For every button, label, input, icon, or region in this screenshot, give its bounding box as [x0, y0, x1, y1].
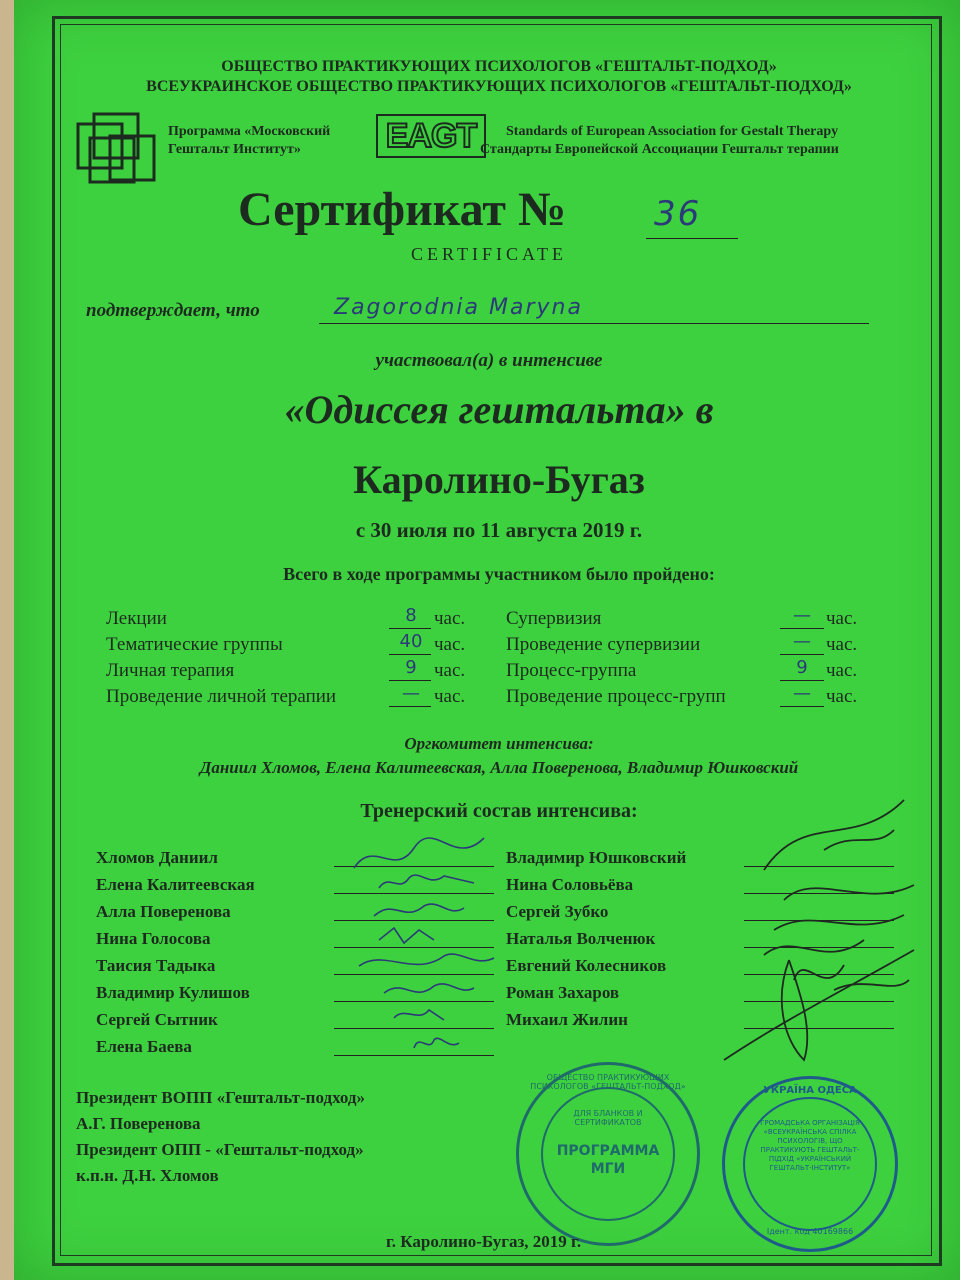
stamp-2-code: Ідент. код 40169866 — [766, 1227, 854, 1236]
trainer-name: Наталья Волченюк — [506, 929, 656, 948]
trainer-name: Елена Калитеевская — [96, 875, 255, 894]
trainer-name: Роман Захаров — [506, 983, 620, 1002]
trainer-name: Нина Голосова — [96, 929, 211, 948]
stamp-1-center-2: МГИ — [590, 1161, 626, 1177]
hours-unit: час. — [434, 634, 466, 655]
hours-label: Личная терапия — [106, 660, 235, 681]
hours-unit: час. — [826, 660, 858, 681]
hours-underline — [780, 680, 824, 681]
total-heading: Всего в ходе программы участником было пройдено: — [283, 564, 715, 584]
certificate-title: Сертификат № — [238, 183, 567, 236]
hours-value: 9 — [405, 657, 417, 678]
certificate-page — [14, 0, 960, 1280]
program-line-2: Гештальт Институт» — [168, 142, 301, 157]
trainer-signatures-right — [704, 790, 934, 1080]
trainer-name: Владимир Кулишов — [96, 983, 250, 1002]
trainer-name: Елена Баева — [96, 1037, 192, 1056]
trainer-signatures-left — [334, 828, 514, 1068]
hours-label: Супервизия — [506, 608, 602, 629]
header-line-1: ОБЩЕСТВО ПРАКТИКУЮЩИХ ПСИХОЛОГОВ «ГЕШТАЛЬТ-ПОДХОД» — [221, 58, 777, 75]
hours-value: — — [793, 605, 811, 626]
standards-en: Standards of European Association for Gestalt Therapy — [506, 124, 839, 139]
hours-label: Проведение личной терапии — [106, 686, 337, 707]
trainer-name: Владимир Юшковский — [506, 848, 687, 867]
trainer-name: Сергей Зубко — [506, 902, 609, 921]
trainer-name: Евгений Колесников — [506, 956, 667, 975]
standards-ru: Стандарты Европейской Ассоциации Гештальт терапии — [480, 142, 839, 157]
trainer-name: Михаил Жилин — [506, 1010, 628, 1029]
hours-underline — [389, 706, 431, 707]
hours-label: Тематические группы — [106, 634, 283, 655]
hours-underline — [780, 706, 824, 707]
hours-underline — [780, 654, 824, 655]
president-2-title: Президент ОПП - «Гештальт-подход» — [76, 1140, 364, 1159]
trainer-name: Таисия Тадыка — [96, 956, 216, 975]
hours-value: — — [402, 683, 420, 704]
stamp-1-outer-text: ОБЩЕСТВО ПРАКТИКУЮЩИХ ПСИХОЛОГОВ «ГЕШТАЛЬТ-ПОДХОД» — [530, 1073, 686, 1091]
committee-heading: Оргкомитет интенсива: — [404, 734, 594, 753]
place-date: г. Каролино-Бугаз, 2019 г. — [386, 1232, 582, 1251]
hours-unit: час. — [826, 634, 858, 655]
event-title-line-2: Каролино-Бугаз — [353, 457, 645, 502]
hours-unit: час. — [434, 608, 466, 629]
hours-unit: час. — [434, 660, 466, 681]
hours-underline — [389, 628, 431, 629]
hours-underline — [389, 680, 431, 681]
hours-unit: час. — [826, 686, 858, 707]
trainer-name: Алла Поверенова — [96, 902, 231, 921]
participated-label: участвовал(а) в интенсиве — [375, 350, 603, 371]
recipient-name: Zagorodnia Maryna — [334, 295, 583, 320]
hours-label: Проведение процесс-групп — [506, 686, 726, 707]
organization-stamp-1 — [516, 1062, 700, 1246]
stamp-2-outer-text: УКРАЇНА ОДЕСА — [763, 1085, 857, 1096]
stamp-1-center-1: ПРОГРАММА — [556, 1143, 660, 1159]
program-line-1: Программа «Московский — [168, 124, 331, 139]
hours-value: 40 — [399, 631, 423, 652]
stamp-2-center-text: ГРОМАДСЬКА ОРГАНІЗАЦІЯ «ВСЕУКРАЇНСЬКА СПІЛКА ПСИХОЛОГІВ, ЩО ПРАКТИКУЮТЬ ГЕШТАЛЬТ-ПІДХІД «УКРАЇНСЬКИЙ ГЕШТАЛЬТ-ІНСТИТУТ» — [760, 1119, 860, 1172]
trainer-name: Нина Соловьёва — [506, 875, 634, 894]
hours-value: — — [793, 683, 811, 704]
event-dates: с 30 июля по 11 августа 2019 г. — [355, 518, 643, 542]
hours-label: Проведение супервизии — [506, 634, 701, 655]
president-1-title: Президент ВОПП «Гештальт-подход» — [76, 1088, 366, 1107]
organization-stamp-2 — [722, 1076, 898, 1252]
hours-label: Лекции — [106, 608, 167, 629]
hours-value: — — [793, 631, 811, 652]
trainer-name: Хломов Даниил — [96, 848, 218, 867]
trainer-name: Сергей Сытник — [96, 1010, 218, 1029]
hours-value: 9 — [796, 657, 808, 678]
committee-members: Даниил Хломов, Елена Калитеевская, Алла Поверенова, Владимир Юшковский — [199, 758, 799, 777]
stamp-1-inner-text: ДЛЯ БЛАНКОВ И СЕРТИФИКАТОВ — [573, 1109, 643, 1127]
confirms-label: подтверждает, что — [86, 300, 260, 321]
trainers-heading: Тренерский состав интенсива: — [360, 800, 638, 822]
hours-value: 8 — [405, 605, 417, 626]
header-line-2: ВСЕУКРАИНСКОЕ ОБЩЕСТВО ПРАКТИКУЮЩИХ ПСИХОЛОГОВ «ГЕШТАЛЬТ-ПОДХОД» — [146, 78, 852, 95]
name-underline — [319, 323, 869, 324]
eagt-logo: EAGT — [376, 114, 486, 158]
president-1-name: А.Г. Поверенова — [76, 1114, 201, 1133]
hours-label: Процесс-группа — [506, 660, 637, 681]
president-2-name: к.п.н. Д.Н. Хломов — [76, 1166, 219, 1185]
hours-unit: час. — [434, 686, 466, 707]
certificate-subtitle: CERTIFICATE — [411, 244, 567, 264]
mgi-logo-icon — [76, 112, 160, 186]
hours-underline — [780, 628, 824, 629]
number-underline — [646, 238, 738, 239]
hours-unit: час. — [826, 608, 858, 629]
certificate-number: 36 — [654, 194, 702, 234]
event-title-line-1: «Одиссея гештальта» в — [284, 387, 714, 432]
hours-underline — [389, 654, 431, 655]
